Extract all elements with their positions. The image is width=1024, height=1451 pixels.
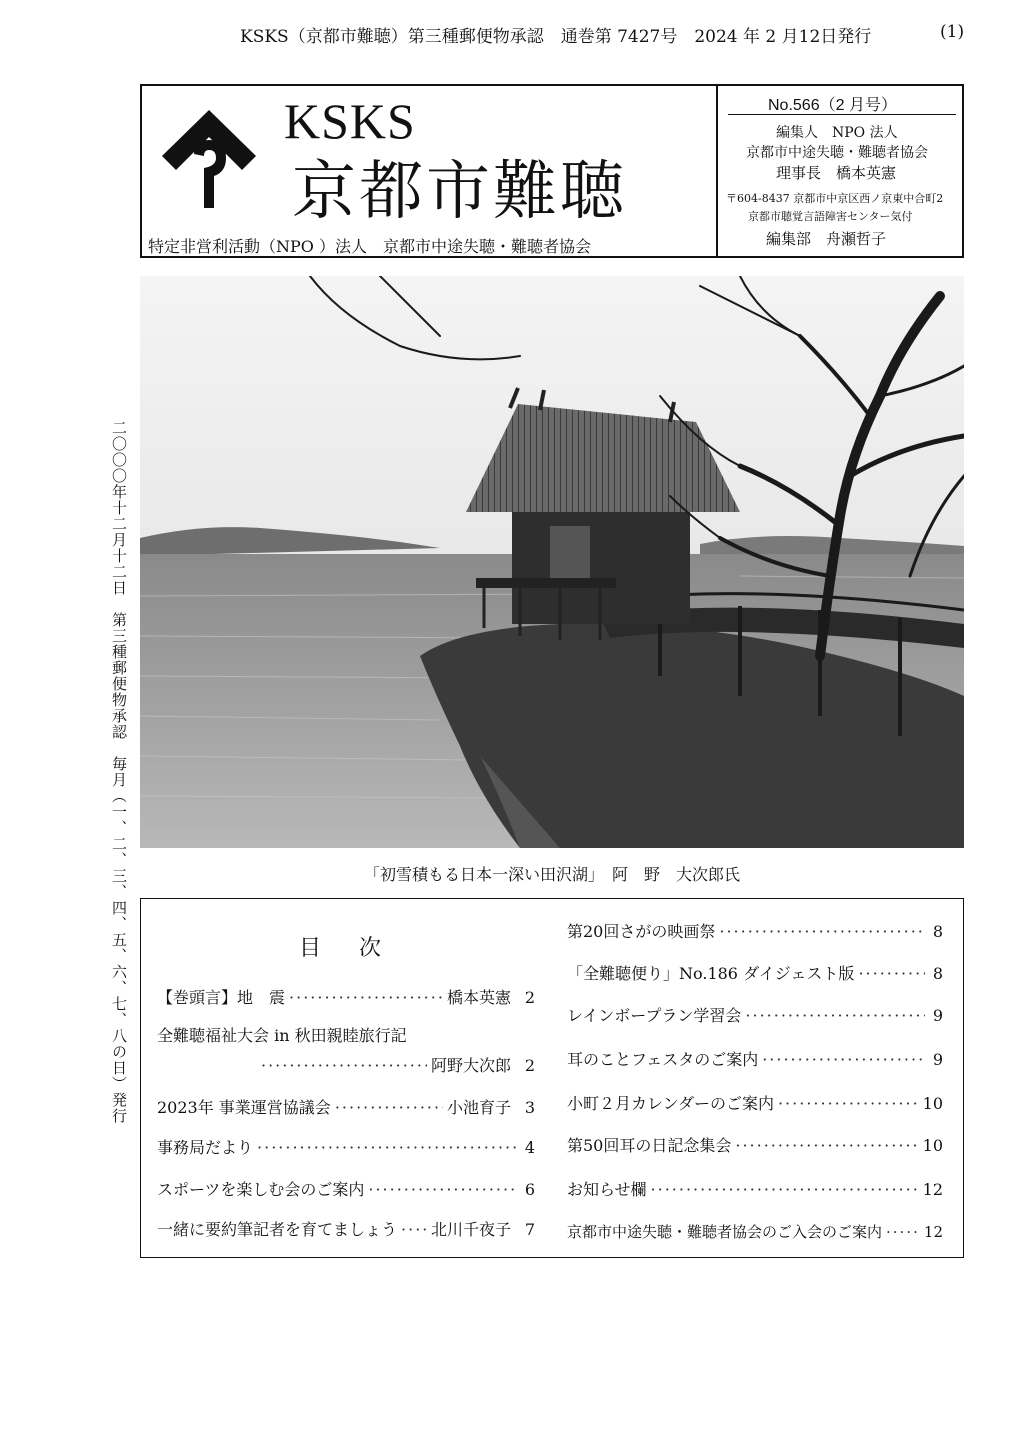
toc-entry[interactable]: レインボープラン学習会 ····· 9 <box>567 1003 943 1026</box>
running-header <box>0 22 1024 52</box>
masthead-title: 京都市難聴 <box>292 155 627 229</box>
header-publication-info: KSKS（京都市難聴）第三種郵便物承認 通巻第 7427号 2024 年 2 月12日発行 <box>240 27 872 47</box>
toc-entry[interactable]: 全難聴福祉大会 in 秋田親睦旅行記 <box>157 1026 407 1045</box>
editorial-department: 編集部 舟瀬哲子 <box>766 230 887 248</box>
lake-shrine-illustration <box>140 276 964 848</box>
address-line-2: 京都市聴覚言語障害センター気付 <box>748 210 913 223</box>
cover-photo <box>140 276 964 848</box>
masthead <box>140 84 964 258</box>
toc-entry[interactable]: 京都市中途失聴・難聴者協会のご入会のご案内 ····· 12 <box>567 1221 943 1242</box>
photo-caption: 「初雪積もる日本一深い田沢湖」 阿 野 大次郎氏 <box>363 865 740 884</box>
toc-entry[interactable]: 第50回耳の日記念集会 ····· 10 <box>567 1133 943 1156</box>
issue-number: No.566（2 月号） <box>768 97 897 114</box>
page-number: (1) <box>940 22 965 42</box>
toc-entry[interactable]: 事務局だより ····· 4 <box>157 1135 535 1158</box>
toc-entry[interactable]: スポーツを楽しむ会のご案内 ····· 6 <box>157 1177 535 1200</box>
ear-logo-icon <box>154 104 264 214</box>
table-of-contents <box>140 898 964 1258</box>
toc-entry[interactable]: 第20回さがの映画祭 ····· 8 <box>567 919 943 942</box>
masthead-divider <box>716 86 718 258</box>
editor-label: 編集人 NPO 法人 <box>776 125 898 141</box>
postal-approval-vertical: 二〇〇〇年十二月十二日 第三種郵便物承認 毎月（一、二、三、四、五、六、七、八の日）発行 <box>110 420 128 1124</box>
toc-entry[interactable]: 【巻頭言】地 震 ····· 橋本英憲 2 <box>157 985 535 1008</box>
toc-entry[interactable]: ····· 阿野大次郎 2 <box>261 1053 535 1076</box>
toc-entry[interactable]: 小町２月カレンダーのご案内 ····· 10 <box>567 1091 943 1114</box>
issue-box <box>728 90 956 115</box>
toc-entry[interactable]: 「全難聴便り」No.186 ダイジェスト版 ····· 8 <box>567 961 943 984</box>
toc-heading: 目次 <box>299 936 420 961</box>
chairman: 理事長 橋本英憲 <box>776 164 897 182</box>
publisher-line: 特定非営利活動（NPO ）法人 京都市中途失聴・難聴者協会 <box>148 237 591 256</box>
toc-entry[interactable]: 一緒に要約筆記者を育てましょう ····· 北川千夜子 7 <box>157 1217 535 1240</box>
toc-entry[interactable]: お知らせ欄 ····· 12 <box>567 1177 943 1200</box>
address-line-1: 〒604-8437 京都市中京区西ノ京東中合町2 <box>726 192 944 205</box>
toc-entry[interactable]: 2023年 事業運営協議会 ····· 小池育子 3 <box>157 1095 535 1118</box>
masthead-latin-title: KSKS <box>284 93 416 149</box>
toc-entry[interactable]: 耳のことフェスタのご案内 ····· 9 <box>567 1047 943 1070</box>
editor-organization: 京都市中途失聴・難聴者協会 <box>746 145 928 161</box>
